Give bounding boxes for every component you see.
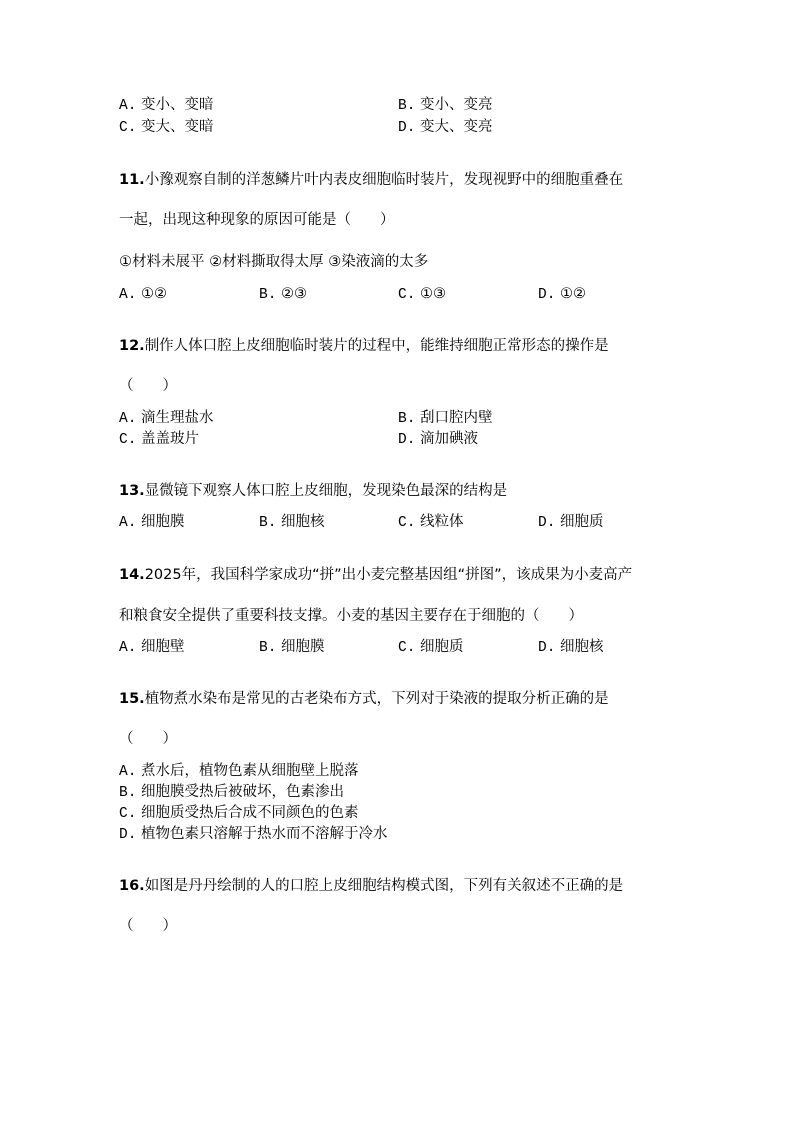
q12-option-a: A. 滴生理盐水 (119, 410, 214, 427)
q12-option-b: B. 刮口腔内壁 (398, 410, 493, 427)
q11-option-a: A. ①② (119, 286, 168, 303)
q14-option-d: D. 细胞核 (538, 639, 604, 656)
q13-option-d: D. 细胞质 (538, 514, 604, 531)
q11-stem-line2: 一起，出现这种现象的原因可能是（ ） (119, 212, 395, 228)
q12-option-c: C. 盖盖玻片 (119, 431, 200, 448)
q13-stem-line1: 13.显微镜下观察人体口腔上皮细胞，发现染色最深的结构是 (119, 483, 508, 499)
q14-option-b: B. 细胞膜 (259, 639, 325, 656)
q16-stem-line1: 16.如图是丹丹绘制的人的口腔上皮细胞结构模式图，下列有关叙述不正确的是 (119, 878, 624, 894)
q10-option-d: D. 变大、变亮 (398, 119, 493, 136)
q15-stem-line1: 15.植物煮水染布是常见的古老染布方式，下列对于染液的提取分析正确的是 (119, 691, 609, 707)
q13-option-c: C. 线粒体 (398, 514, 464, 531)
q10-option-b: B. 变小、变亮 (398, 97, 493, 114)
q13-option-b: B. 细胞核 (259, 514, 325, 531)
q14-stem-line1: 14.2025年，我国科学家成功“拼”出小麦完整基因组“拼图”，该成果为小麦高产 (119, 567, 633, 583)
q12-stem-line1: 12.制作人体口腔上皮细胞临时装片的过程中，能维持细胞正常形态的操作是 (119, 338, 609, 354)
q14-stem-line2: 和粮食安全提供了重要科技支撑。小麦的基因主要存在于细胞的（ ） (119, 608, 583, 624)
q11-option-d: D. ①② (538, 286, 587, 303)
q15-option-d: D. 植物色素只溶解于热水而不溶解于冷水 (119, 826, 388, 843)
q15-option-c: C. 细胞质受热后合成不同颜色的色素 (119, 805, 359, 822)
q12-stem-line2: （ ） (119, 378, 177, 394)
q10-option-a: A. 变小、变暗 (119, 97, 214, 114)
q15-stem-line2: （ ） (119, 731, 177, 747)
q13-option-a: A. 细胞膜 (119, 514, 185, 531)
q14-option-a: A. 细胞壁 (119, 639, 185, 656)
q12-option-d: D. 滴加碘液 (398, 431, 479, 448)
q11-statements: ①材料未展平 ②材料撕取得太厚 ③染液滴的太多 (119, 254, 429, 270)
q11-stem-line1: 11.小豫观察自制的洋葱鳞片叶内表皮细胞临时装片，发现视野中的细胞重叠在 (119, 172, 624, 188)
q14-option-c: C. 细胞质 (398, 639, 464, 656)
q11-option-c: C. ①③ (398, 286, 447, 303)
q16-stem-line2: （ ） (119, 918, 177, 934)
q15-option-a: A. 煮水后，植物色素从细胞壁上脱落 (119, 763, 359, 780)
q11-option-b: B. ②③ (259, 286, 308, 303)
q10-option-c: C. 变大、变暗 (119, 119, 214, 136)
q15-option-b: B. 细胞膜受热后被破坏，色素渗出 (119, 784, 345, 801)
